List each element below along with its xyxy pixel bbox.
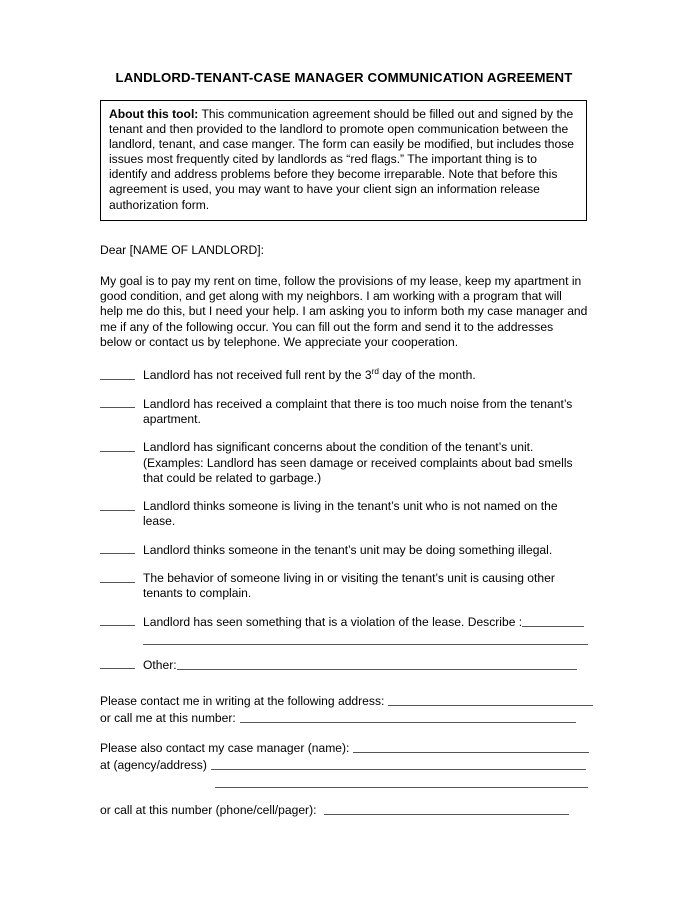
- case-manager-agency-input[interactable]: [211, 758, 586, 770]
- case-manager-name-label: Please also contact my case manager (name):: [100, 741, 350, 756]
- list-item-label: [143, 658, 588, 673]
- about-this-tool-label: About this tool:: [109, 107, 199, 121]
- case-manager-agency-line: [100, 757, 588, 774]
- contact-group-tenant: [100, 693, 588, 726]
- case-manager-phone-label: or call at this number (phone/cell/pager):: [100, 803, 317, 818]
- checkbox-blank-line[interactable]: [100, 407, 135, 408]
- list-item-text-before: Landlord has not received full rent by the 3: [143, 368, 372, 383]
- checkbox-blank-line[interactable]: [100, 379, 135, 380]
- contact-group-case-manager: [100, 740, 588, 788]
- ordinal-superscript: rd: [371, 367, 379, 377]
- list-item-label: Landlord has received a complaint that there is too much noise from the tenant’s apartment.: [143, 396, 573, 426]
- about-this-tool-text: [109, 107, 578, 213]
- intro-paragraph: My goal is to pay my rent on time, follow the provisions of my lease, keep my apartment in good condition, and get along with my neighbors. I am working with a program that will help me do this, but I need your help. I am asking you to inform both my case manager and me if any of the following occur. You can fill out the form and send it to the addresses below or contact us by telephone. We appreciate your cooperation.: [100, 273, 588, 350]
- describe-text: Landlord has seen something that is a violation of the lease. Describe :: [143, 614, 523, 629]
- contact-address-line: [100, 693, 588, 710]
- checkbox-blank-line[interactable]: [100, 668, 135, 669]
- contact-phone-line: [100, 710, 588, 727]
- case-manager-phone-input[interactable]: [324, 803, 569, 815]
- salutation: Dear [NAME OF LANDLORD]:: [100, 242, 264, 257]
- case-manager-phone-line: [100, 802, 588, 819]
- checkbox-blank-line[interactable]: [100, 582, 135, 583]
- list-item[interactable]: [100, 397, 588, 428]
- list-item-label: [143, 368, 588, 383]
- contact-address-label: Please contact me in writing at the following address:: [100, 694, 385, 709]
- describe-input-line[interactable]: [522, 615, 584, 627]
- contact-section: [100, 693, 588, 819]
- other-input-line[interactable]: [177, 658, 577, 670]
- page-title: LANDLORD-TENANT-CASE MANAGER COMMUNICATION AGREEMENT: [115, 70, 573, 85]
- list-item[interactable]: [100, 499, 588, 530]
- list-item-label: Landlord has significant concerns about the condition of the tenant’s unit. (Examples: Landlord has seen damage or received complaints about bad smells that could be related to garbage.): [143, 440, 573, 485]
- list-item[interactable]: [100, 543, 588, 558]
- contact-address-input[interactable]: [388, 694, 593, 706]
- list-item-label: [143, 615, 588, 630]
- case-manager-name-line: [100, 740, 588, 757]
- checkbox-blank-line[interactable]: [100, 553, 135, 554]
- checkbox-blank-line[interactable]: [100, 510, 135, 511]
- list-item-label: The behavior of someone living in or visiting the tenant’s unit is causing other tenants to complain.: [143, 571, 555, 601]
- checkbox-blank-line[interactable]: [100, 625, 135, 626]
- contact-group-case-manager-phone: [100, 802, 588, 819]
- list-item-text-after: day of the month.: [378, 368, 476, 383]
- list-item-describe[interactable]: [100, 615, 588, 645]
- about-this-tool-body: This communication agreement should be filled out and signed by the tenant and then provided to the landlord to promote open communication between the landlord, tenant, and case manger. The form can easily be modified, but includes those issues most frequently cited by landlords as “red flags.” The important thing is to identify and address problems before they become irreparable. Note that before this agreement is used, you may want to have your client sign an information release authorization form.: [109, 107, 574, 212]
- case-manager-agency-input-continuation[interactable]: [215, 773, 588, 788]
- checklist: [100, 368, 588, 673]
- document-content: [100, 70, 588, 819]
- about-this-tool-box: [100, 100, 587, 221]
- describe-input-line-continuation[interactable]: [143, 631, 588, 645]
- checkbox-blank-line[interactable]: [100, 451, 135, 452]
- list-item[interactable]: [100, 440, 588, 486]
- case-manager-name-input[interactable]: [353, 741, 589, 753]
- other-label: Other:: [143, 657, 177, 672]
- contact-phone-input[interactable]: [240, 711, 576, 723]
- list-item[interactable]: [100, 368, 588, 383]
- contact-phone-label: or call me at this number:: [100, 710, 236, 725]
- list-item[interactable]: [100, 571, 588, 602]
- case-manager-agency-label: at (agency/address): [100, 757, 207, 772]
- list-item-label: Landlord thinks someone is living in the tenant’s unit who is not named on the lease.: [143, 499, 558, 529]
- list-item-other[interactable]: [100, 658, 588, 673]
- list-item-label: Landlord thinks someone in the tenant’s unit may be doing something illegal.: [143, 542, 553, 557]
